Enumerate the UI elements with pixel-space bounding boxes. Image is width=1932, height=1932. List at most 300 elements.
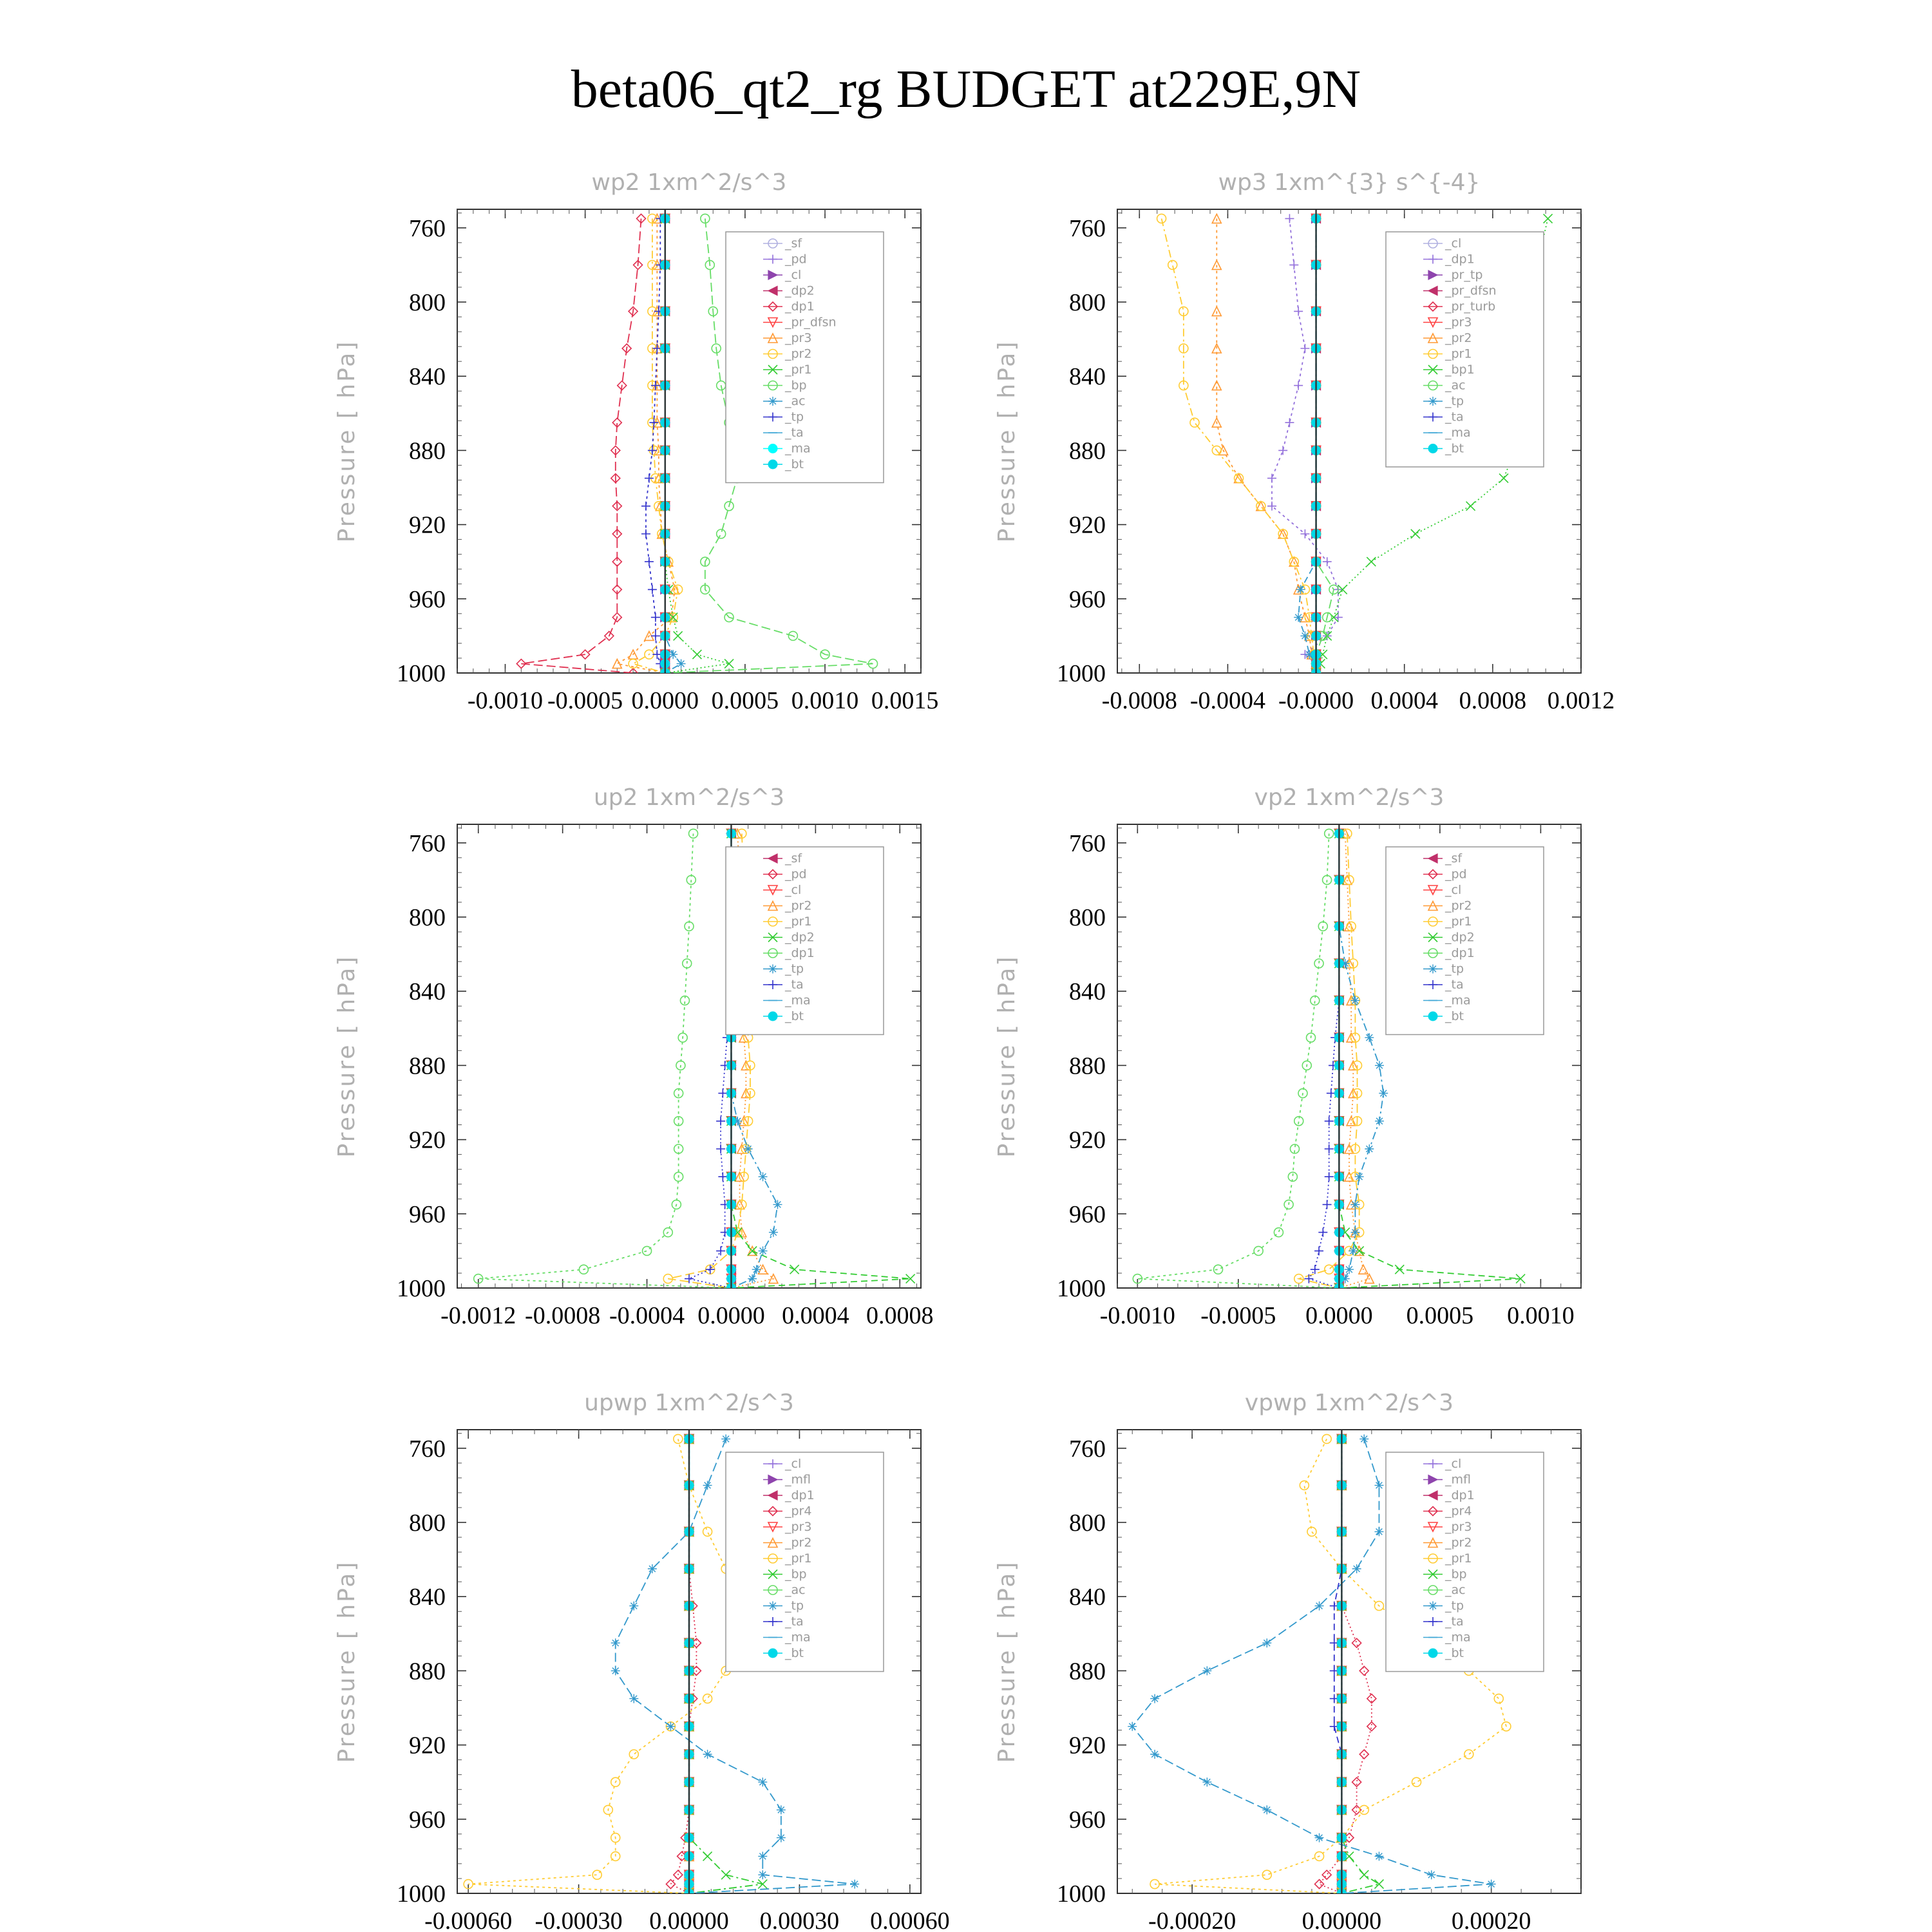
data-point_tp: [773, 1200, 782, 1209]
y-tick-label: 880: [1069, 1052, 1106, 1080]
y-tick-label: 960: [409, 1806, 446, 1833]
y-tick-label: 760: [1069, 829, 1106, 857]
legend-entry_dp1: _dp1: [785, 299, 815, 314]
data-point_tp: [1427, 1870, 1436, 1879]
x-tick-label: -0.0005: [1200, 1302, 1276, 1329]
y-tick-label: 800: [1069, 904, 1106, 931]
y-tick-label: 840: [1069, 363, 1106, 391]
series-line_dp1: [478, 833, 732, 1288]
data-point_tp: [744, 1144, 753, 1153]
data-point_bp: [1359, 1870, 1368, 1879]
data-point_dp1: [1300, 344, 1309, 353]
y-tick-label: 840: [409, 1584, 446, 1611]
legend: [726, 847, 884, 1035]
y-tick-label: 1000: [397, 1275, 446, 1302]
legend-entry_pr1: _pr1: [1445, 914, 1472, 929]
legend-entry_mfl: _mfl: [1445, 1472, 1471, 1487]
data-point_tp: [648, 1564, 657, 1573]
series-line_tp: [1339, 833, 1383, 1288]
y-tick-label: 880: [1069, 437, 1106, 465]
legend-entry_bt: _bt: [785, 1009, 804, 1023]
data-point_pr4: [1352, 1777, 1361, 1786]
x-tick-label: 0.0010: [791, 687, 859, 714]
x-tick-label: -0.0005: [547, 687, 623, 714]
panel-title: vp2 1xm^2/s^3: [1254, 784, 1444, 811]
legend-entry_bt: _bt: [785, 457, 804, 471]
data-point_pr1: [1325, 1265, 1334, 1274]
legend-entry_sf: _sf: [785, 851, 802, 866]
legend-entry_dp2: _dp2: [785, 283, 815, 298]
data-point_pr1: [724, 659, 734, 668]
data-point_tp: [1365, 1144, 1374, 1153]
legend: [1386, 847, 1544, 1035]
data-point_bp1: [1411, 529, 1420, 538]
data-point_tp: [1349, 1246, 1358, 1255]
data-point_dp1: [643, 1246, 652, 1255]
y-tick-label: 800: [409, 904, 446, 931]
legend-entry_ac: _ac: [785, 1583, 806, 1597]
y-tick-label: 960: [1069, 1200, 1106, 1228]
data-point_dp1: [1294, 307, 1303, 316]
data-point_tp: [1359, 1434, 1368, 1443]
data-point_tp: [1202, 1777, 1211, 1786]
legend-entry_ta: _ta: [785, 1615, 804, 1629]
panel-4: [994, 784, 1581, 1329]
legend-entry_tp: _tp: [785, 961, 804, 976]
data-point_tp: [1374, 1852, 1383, 1861]
panel-6: [994, 1390, 1581, 1932]
data-point_tp: [629, 1602, 638, 1611]
data-point_tp: [648, 446, 657, 455]
data-point_tp: [752, 1265, 761, 1274]
legend-entry_sf: _sf: [785, 236, 802, 251]
data-point_tp: [758, 1777, 767, 1786]
legend-marker_tp: [768, 1602, 777, 1611]
figure-title: beta06_qt2_rg BUDGET at229E,9N: [571, 59, 1361, 119]
x-tick-label: 0.00060: [870, 1908, 950, 1932]
data-point_ta: [1325, 1117, 1334, 1126]
data-point_tp: [1150, 1750, 1159, 1759]
data-point_ta: [1323, 1200, 1332, 1209]
legend-entry_ta: _ta: [1445, 978, 1464, 992]
x-tick-label: -0.0000: [1278, 687, 1354, 714]
data-point_dp1: [1289, 260, 1298, 269]
data-point_bp1: [1466, 502, 1475, 511]
data-point_tp: [648, 585, 657, 594]
data-point_pr1: [1307, 1527, 1316, 1536]
data-point_tp: [611, 1638, 620, 1647]
data-point_tp: [666, 1722, 675, 1731]
series-line_bp: [1341, 1439, 1379, 1893]
legend-entry_dp1: _dp1: [785, 946, 815, 960]
x-tick-label: 0.00030: [759, 1908, 840, 1932]
legend-entry_cl: _cl: [1445, 236, 1462, 251]
x-tick-label: 0.0000: [1305, 1302, 1373, 1329]
y-tick-label: 880: [1069, 1658, 1106, 1685]
y-tick-label: 920: [409, 1126, 446, 1154]
legend-marker_bt: [768, 1012, 777, 1021]
data-point_pr1: [703, 1694, 712, 1703]
legend-marker_ma: [768, 444, 777, 453]
data-point_pr4: [1352, 1638, 1361, 1647]
x-tick-label: -0.0012: [440, 1302, 516, 1329]
data-point_ac: [677, 659, 686, 668]
data-point_dp2: [748, 1246, 757, 1255]
legend-entry_pr_dfsn: _pr_dfsn: [785, 315, 837, 330]
series-line_ta: [689, 833, 731, 1288]
legend-entry_mfl: _mfl: [785, 1472, 811, 1487]
data-point_tp: [1150, 1694, 1159, 1703]
y-tick-label: 840: [409, 978, 446, 1006]
data-point_tp: [1315, 1602, 1324, 1611]
y-tick-label: 880: [409, 437, 446, 465]
x-tick-label: -0.00030: [535, 1908, 623, 1932]
data-point_tp: [611, 1666, 620, 1675]
data-point_bp1: [1367, 557, 1376, 566]
x-tick-label: -0.0010: [1099, 1302, 1175, 1329]
legend-marker_tp: [768, 965, 777, 974]
x-tick-label: 0.0008: [866, 1302, 934, 1329]
panel-1: [334, 169, 938, 714]
legend-entry_dp2: _dp2: [1445, 930, 1475, 945]
legend-entry_dp2: _dp2: [785, 930, 815, 945]
y-tick-label: 800: [1069, 289, 1106, 316]
legend-entry_ta: _ta: [1445, 410, 1464, 424]
panel-title: vpwp 1xm^2/s^3: [1244, 1390, 1454, 1416]
data-point_tp: [769, 1228, 778, 1237]
x-tick-label: 0.00000: [1302, 1908, 1382, 1932]
data-point_tp: [1374, 1527, 1383, 1536]
y-tick-label: 760: [409, 1435, 446, 1463]
legend-entry_bp: _bp: [1445, 1567, 1467, 1582]
data-point_tp: [1487, 1880, 1496, 1889]
data-point_pr3: [612, 659, 621, 668]
data-point_tp: [777, 1833, 786, 1842]
y-tick-label: 840: [1069, 1584, 1106, 1611]
data-point_pr1: [1494, 1694, 1503, 1703]
x-tick-label: -0.0010: [467, 687, 544, 714]
y-tick-label: 960: [1069, 1806, 1106, 1833]
legend-marker_bt: [1428, 444, 1437, 453]
data-point_tp: [1375, 1061, 1384, 1070]
x-tick-label: -0.00020: [1148, 1908, 1236, 1932]
data-point_bp: [717, 529, 726, 538]
y-axis-label: Pressure [ hPa]: [334, 954, 360, 1158]
legend-entry_ma: _ma: [1445, 993, 1471, 1008]
legend-entry_pr3: _pr3: [785, 1520, 812, 1534]
y-tick-label: 920: [409, 511, 446, 539]
y-tick-label: 960: [409, 1200, 446, 1228]
legend-entry_pr_dfsn: _pr_dfsn: [1445, 283, 1497, 298]
data-point_tp: [629, 1694, 638, 1703]
data-point_tp: [777, 1805, 786, 1814]
panel-2: [994, 169, 1615, 714]
legend-entry_ta: _ta: [785, 978, 804, 992]
data-point_tp: [1294, 613, 1303, 622]
legend-entry_pd: _pd: [785, 252, 807, 267]
x-tick-label: 0.0000: [697, 1302, 765, 1329]
legend-entry_tp: _tp: [1445, 394, 1464, 408]
legend-entry_ta: _ta: [1445, 1615, 1464, 1629]
data-point_tp: [641, 502, 650, 511]
x-tick-label: -0.00060: [424, 1908, 513, 1932]
legend-entry_ac: _ac: [1445, 1583, 1466, 1597]
legend-entry_dp1: _dp1: [785, 1488, 815, 1502]
data-point_bp: [721, 1870, 730, 1879]
panel-title: wp3 1xm^{3} s^{-4}: [1218, 169, 1481, 196]
y-tick-label: 1000: [397, 660, 446, 687]
y-tick-label: 1000: [1057, 660, 1106, 687]
series-line_dp1: [521, 218, 641, 673]
legend-entry_pd: _pd: [785, 867, 807, 882]
x-tick-label: 0.0005: [1406, 1302, 1474, 1329]
data-point_tp: [1350, 1200, 1359, 1209]
data-point_tp: [703, 1481, 712, 1490]
data-point_tp: [759, 1172, 768, 1181]
x-tick-label: -0.0008: [525, 1302, 601, 1329]
x-tick-label: 0.0004: [1370, 687, 1438, 714]
x-tick-label: 0.0008: [1459, 687, 1527, 714]
data-point_pr4: [1367, 1722, 1376, 1731]
legend-entry_ta: _ta: [785, 426, 804, 440]
x-tick-label: 0.00000: [649, 1908, 729, 1932]
panel-title: wp2 1xm^2/s^3: [591, 169, 787, 196]
data-point_pr1: [692, 650, 701, 659]
x-tick-label: 0.0005: [711, 687, 779, 714]
data-point_ta: [1318, 1228, 1327, 1237]
series-line_pr2: [1217, 218, 1316, 673]
data-point_ta: [716, 1246, 725, 1255]
legend-marker_tp: [1428, 1602, 1437, 1611]
x-tick-label: -0.0008: [1101, 687, 1177, 714]
legend-entry_ma: _ma: [785, 1630, 811, 1645]
data-point_bp: [1374, 1880, 1383, 1889]
data-point_tp: [651, 613, 660, 622]
data-point_dp1: [1285, 418, 1294, 427]
y-axis-label: Pressure [ hPa]: [334, 1560, 360, 1763]
legend-marker_tp: [1428, 965, 1437, 974]
y-axis-label: Pressure [ hPa]: [334, 339, 360, 543]
legend-entry_pr1: _pr1: [785, 914, 812, 929]
data-point_tp: [1374, 1481, 1383, 1490]
data-point_bp1: [1544, 214, 1553, 223]
data-point_tp: [721, 1434, 730, 1443]
legend-entry_tp: _tp: [785, 410, 804, 424]
legend: [726, 1452, 884, 1672]
panel-3: [334, 784, 934, 1329]
legend-entry_ma: _ma: [785, 441, 811, 456]
legend-entry_ma: _ma: [785, 993, 811, 1008]
legend-entry_bt: _bt: [1445, 1646, 1464, 1660]
series-line_pr1: [1162, 218, 1316, 673]
legend-entry_bp: _bp: [785, 378, 807, 393]
legend-entry_ac: _ac: [1445, 378, 1466, 393]
legend-entry_bt: _bt: [1445, 441, 1464, 456]
data-point_dp1: [1267, 474, 1276, 483]
data-point_ta: [1325, 1172, 1334, 1181]
data-point_tp: [1350, 1228, 1359, 1237]
y-tick-label: 920: [1069, 511, 1106, 539]
legend-entry_pr1: _pr1: [1445, 346, 1472, 361]
legend-entry_pr2: _pr2: [785, 346, 812, 361]
y-tick-label: 760: [1069, 214, 1106, 242]
legend: [1386, 232, 1544, 467]
y-tick-label: 920: [409, 1732, 446, 1759]
legend-entry_pr_tp: _pr_tp: [1445, 268, 1483, 282]
legend-entry_pr2: _pr2: [1445, 331, 1472, 345]
data-point_dp1: [1334, 613, 1343, 622]
legend-entry_bt: _bt: [785, 1646, 804, 1660]
data-point_tp: [1262, 1805, 1271, 1814]
data-point_tp: [1375, 1117, 1384, 1126]
legend-marker_bt: [768, 1649, 777, 1658]
data-point_ta: [716, 1117, 725, 1126]
data-point_ta: [1314, 1246, 1323, 1255]
data-point_tp: [1350, 996, 1359, 1005]
y-tick-label: 1000: [397, 1880, 446, 1908]
legend-entry_tp: _tp: [1445, 961, 1464, 976]
legend-entry_dp1: _dp1: [1445, 1488, 1475, 1502]
data-point_dp2: [1395, 1265, 1404, 1274]
x-tick-label: 0.0015: [871, 687, 939, 714]
legend-entry_pr2: _pr2: [785, 898, 812, 913]
y-tick-label: 920: [1069, 1126, 1106, 1154]
data-point_pr4: [1322, 1870, 1331, 1879]
legend: [726, 232, 884, 483]
legend-entry_pr4: _pr4: [1445, 1504, 1472, 1519]
data-point_tp: [759, 1246, 768, 1255]
legend-entry_bp1: _bp1: [1445, 363, 1475, 377]
y-tick-label: 840: [409, 363, 446, 391]
legend-marker_bt: [1428, 1012, 1437, 1021]
y-axis-label: Pressure [ hPa]: [994, 339, 1020, 543]
data-point_tp: [1296, 585, 1305, 594]
legend-marker_tp: [1428, 397, 1437, 406]
legend-entry_pr2: _pr2: [1445, 1535, 1472, 1550]
data-point_pr1: [592, 1870, 601, 1879]
legend-entry_pd: _pd: [1445, 867, 1467, 882]
data-point_ta: [718, 1172, 727, 1181]
data-point_pr1: [1464, 1750, 1473, 1759]
panel-5: [334, 1390, 950, 1932]
legend-entry_bp: _bp: [785, 1567, 807, 1582]
data-point_tp: [1202, 1666, 1211, 1675]
data-point_tp: [703, 1750, 712, 1759]
legend-entry_sf: _sf: [1445, 851, 1463, 866]
legend-entry_pr1: _pr1: [785, 363, 812, 377]
panel-title: upwp 1xm^2/s^3: [584, 1390, 794, 1416]
legend-entry_dp1: _dp1: [1445, 252, 1475, 267]
legend-entry_tp: _tp: [1445, 1598, 1464, 1613]
legend-entry_pr1: _pr1: [1445, 1551, 1472, 1566]
legend-entry_cl: _cl: [785, 268, 802, 282]
legend-entry_pr3: _pr3: [1445, 1520, 1472, 1534]
y-tick-label: 880: [409, 1052, 446, 1080]
data-point_dp1: [1285, 214, 1294, 223]
data-point_dp2: [790, 1265, 799, 1274]
legend-marker_ac: [768, 397, 777, 406]
y-axis-label: Pressure [ hPa]: [994, 1560, 1020, 1763]
legend-marker_bt: [768, 460, 777, 469]
data-point_pr1: [1256, 502, 1265, 511]
data-point_dp1: [1294, 381, 1303, 390]
y-tick-label: 800: [409, 1510, 446, 1537]
legend-entry_pr4: _pr4: [785, 1504, 812, 1519]
data-point_tp: [748, 1274, 757, 1283]
data-point_bp: [758, 1880, 767, 1889]
data-point_tp: [1345, 1265, 1354, 1274]
legend-entry_cl: _cl: [1445, 1457, 1462, 1471]
legend-entry_pr3: _pr3: [1445, 315, 1472, 330]
x-tick-label: 0.00020: [1451, 1908, 1531, 1932]
data-point_pr1: [1412, 1777, 1421, 1786]
y-tick-label: 800: [1069, 1510, 1106, 1537]
data-point_tp: [645, 557, 654, 566]
legend-entry_pr2: _pr2: [785, 1535, 812, 1550]
y-tick-label: 800: [409, 289, 446, 316]
data-point_bp: [703, 1852, 712, 1861]
data-point_ta: [716, 1144, 725, 1153]
y-tick-label: 760: [1069, 1435, 1106, 1463]
data-point_pr1: [1168, 260, 1177, 269]
data-point_tp: [649, 418, 658, 427]
legend-entry_ma: _ma: [1445, 426, 1471, 440]
x-tick-label: 0.0000: [631, 687, 699, 714]
data-point_tp: [758, 1870, 767, 1879]
data-point_tp: [1365, 1033, 1374, 1042]
data-point_tp: [1355, 1172, 1364, 1181]
x-tick-label: 0.0012: [1547, 687, 1615, 714]
legend-entry_cl: _cl: [1445, 883, 1462, 897]
legend-entry_pr3: _pr3: [785, 331, 812, 345]
panel-title: up2 1xm^2/s^3: [593, 784, 785, 811]
y-tick-label: 960: [1069, 585, 1106, 613]
x-tick-label: 0.0004: [782, 1302, 849, 1329]
y-tick-label: 760: [409, 829, 446, 857]
legend-marker_bt: [1428, 1649, 1437, 1658]
data-point_tp: [1352, 1564, 1361, 1573]
legend-entry_ac: _ac: [785, 394, 806, 408]
y-axis-label: Pressure [ hPa]: [994, 954, 1020, 1158]
y-tick-label: 880: [409, 1658, 446, 1685]
legend-entry_ma: _ma: [1445, 1630, 1471, 1645]
x-tick-label: 0.0010: [1507, 1302, 1575, 1329]
data-point_tp: [1128, 1722, 1137, 1731]
data-point_dp1: [1278, 446, 1287, 455]
legend-entry_bt: _bt: [1445, 1009, 1464, 1023]
y-tick-label: 960: [409, 585, 446, 613]
legend-entry_tp: _tp: [785, 1598, 804, 1613]
y-tick-label: 840: [1069, 978, 1106, 1006]
y-tick-label: 1000: [1057, 1880, 1106, 1908]
data-point_ta: [718, 1089, 727, 1098]
data-point_tp: [1262, 1638, 1271, 1647]
data-point_pr1: [629, 1750, 638, 1759]
x-tick-label: -0.0004: [1189, 687, 1266, 714]
legend-entry_pr_turb: _pr_turb: [1445, 299, 1496, 314]
legend: [1386, 1452, 1544, 1672]
y-tick-label: 1000: [1057, 1275, 1106, 1302]
legend-entry_pr2: _pr2: [1445, 898, 1472, 913]
data-point_pr1: [1190, 418, 1199, 427]
data-point_tp: [1315, 1833, 1324, 1842]
data-point_tp: [850, 1880, 859, 1889]
data-point_ta: [1325, 1144, 1334, 1153]
legend-entry_pr1: _pr1: [785, 1551, 812, 1566]
series-line_dp1: [1137, 833, 1339, 1288]
data-point_bp1: [1499, 474, 1508, 483]
data-point_tp: [1379, 1089, 1388, 1098]
